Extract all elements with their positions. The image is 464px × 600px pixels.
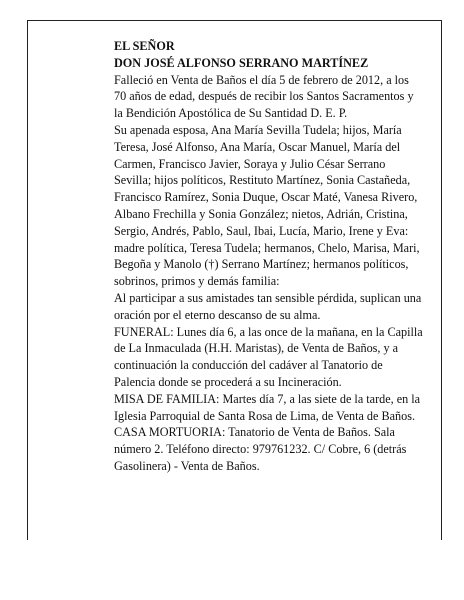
- prayer-request-paragraph: Al participar a sus amistades tan sensible pérdida, suplican una oración por el eterno descanso de su alma.: [114, 290, 422, 322]
- obituary-notice: [114, 38, 424, 475]
- funeral-paragraph: FUNERAL: Lunes día 6, a las once de la mañana, en la Capilla de La Inmaculada (H.H. Maristas), de Venta de Baños, y a continuación la conducción del cadáver al Tanatorio de Palencia donde se procederá a su Incineración.: [114, 324, 423, 389]
- deceased-name: DON JOSÉ ALFONSO SERRANO MARTÍNEZ: [114, 55, 369, 70]
- death-announcement-paragraph: Falleció en Venta de Baños el día 5 de febrero de 2012, a los 70 años de edad, después de recibir los Santos Sacramentos y la Bendición Apostólica de Su Santidad D. E. P.: [114, 72, 414, 121]
- family-mass-paragraph: MISA DE FAMILIA: Martes día 7, a las siete de la tarde, en la Iglesia Parroquial de Santa Rosa de Lima, de Venta de Baños.: [114, 391, 421, 423]
- funeral-home-paragraph: CASA MORTUORIA: Tanatorio de Venta de Baños. Sala número 2. Teléfono directo: 979761232. C/ Cobre, 6 (detrás Gasolinera) - Venta de Baños.: [114, 425, 407, 473]
- title-line-1: EL SEÑOR: [114, 39, 175, 53]
- family-paragraph: Su apenada esposa, Ana María Sevilla Tudela; hijos, María Teresa, José Alfonso, Ana María, Oscar Manuel, María del Carmen, Francisco Javier, Soraya y Julio César Serrano Sevilla; hijos políticos, Restituto Martínez, Sonia Castañeda, Francisco Ramírez, Sonia Duque, Oscar Maté, Vanesa Rivero, Albano Frechilla y Sonia González; nietos, Adrián, Cristina, Sergio, Andrés, Pablo, Saul, Ibai, Lucía, Mario, Irene y Eva: madre política, Teresa Tudela; hermanos, Chelo, Marisa, Mari, Begoña y Manolo (†) Serrano Martínez; hermanos políticos, sobrinos, primos y demás familia:: [114, 122, 420, 289]
